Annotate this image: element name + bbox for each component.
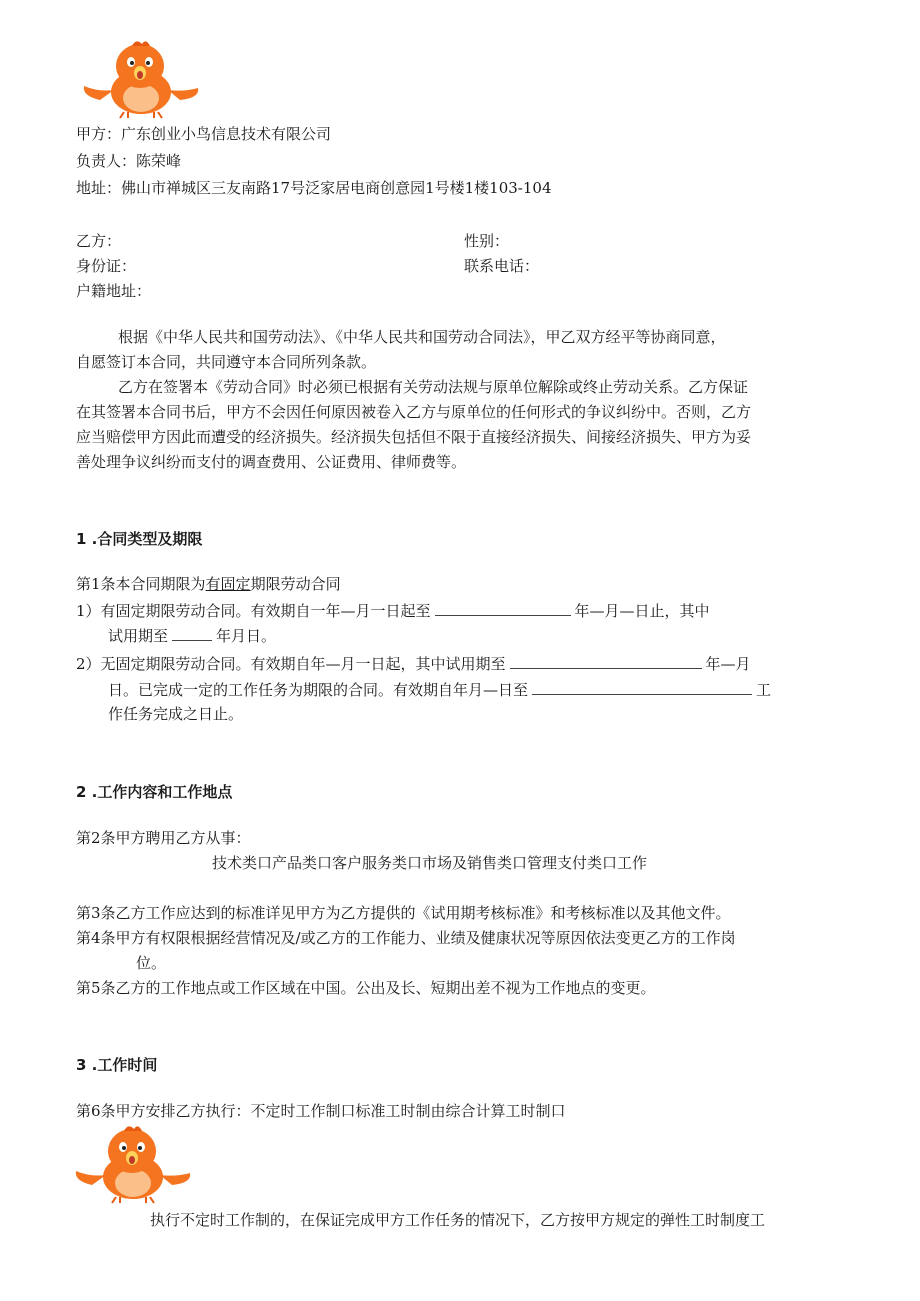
bird-mascot-icon	[80, 38, 202, 120]
item1-probation: 试用期至	[108, 627, 169, 645]
item2-work: 工	[756, 681, 772, 699]
bird-mascot-icon	[72, 1122, 194, 1206]
item2-task-blank[interactable]	[532, 679, 752, 695]
item2-start: 2）无固定期限劳动合同。有效期自年—月一日起，其中试用期至	[76, 655, 506, 673]
item1-end-date-blank[interactable]	[435, 600, 571, 616]
item2-line3: 作任务完成之日止。	[108, 705, 244, 723]
item1-line1	[76, 600, 710, 621]
article2: 第2条甲方聘用乙方从事：	[76, 829, 251, 847]
item2-probation-blank[interactable]	[510, 653, 702, 669]
intro-p2-line2: 在其签署本合同书后，甲方不会因任何原因被卷入乙方与原单位的任何形式的争议纠纷中。否则，乙方	[76, 403, 752, 421]
intro-p2-line1: 乙方在签署本《劳动合同》时必须已根据有关劳动法规与原单位解除或终止劳动关系。乙方保证	[118, 378, 749, 396]
article1-prefix: 第1条本合同期限为	[76, 575, 206, 593]
household-address-label: 户籍地址：	[76, 282, 152, 300]
intro-p1-line1: 根据《中华人民共和国劳动法》、《中华人民共和国劳动合同法》，甲乙双方经平等协商同意，	[118, 328, 726, 346]
section3-heading: 3 .工作时间	[76, 1056, 158, 1074]
intro-p2-line4: 善处理争议纠纷而支付的调查费用、公证费用、律师费等。	[76, 453, 467, 471]
party-b-name-label: 乙方：	[76, 232, 122, 250]
intro-p2-line3: 应当赔偿甲方因此而遭受的经济损失。经济损失包括但不限于直接经济损失、间接经济损失、甲方为妥	[76, 428, 752, 446]
item2-task-contract: 日。已完成一定的工作任务为期限的合同。有效期自年月—日至	[108, 681, 529, 699]
address: 地址：佛山市禅城区三友南路17号泛家居电商创意园1号楼1楼103-104	[76, 179, 552, 197]
responsible-person: 负责人：陈荣峰	[76, 152, 182, 170]
item2-end: 年—月	[705, 655, 751, 673]
party-a: 甲方：广东创业小鸟信息技术有限公司	[76, 125, 332, 143]
article6-detail: 执行不定时工作制的，在保证完成甲方工作任务的情况下，乙方按甲方规定的弹性工时制度工	[150, 1211, 766, 1229]
intro-p1-line2: 自愿签订本合同，共同遵守本合同所列条款。	[76, 353, 377, 371]
item2-line2	[108, 679, 771, 700]
article1	[76, 574, 341, 594]
item2-line1	[76, 653, 751, 674]
article2-options: 技术类口产品类口客户服务类口市场及销售类口管理支付类口工作	[212, 854, 648, 872]
article6: 第6条甲方安排乙方执行：不定时工作制口标准工时制由综合计算工时制口	[76, 1102, 566, 1120]
section2-heading: 2 .工作内容和工作地点	[76, 783, 233, 801]
item1-line2	[108, 625, 276, 646]
article5: 第5条乙方的工作地点或工作区域在中国。公出及长、短期出差不视为工作地点的变更。	[76, 979, 656, 997]
article4-line1: 第4条甲方有权限根据经营情况及/或乙方的工作能力、业绩及健康状况等原因依法变更乙方的工作岗	[76, 929, 736, 947]
id-card-label: 身份证：	[76, 257, 137, 275]
article3: 第3条乙方工作应达到的标准详见甲方为乙方提供的《试用期考核标准》和考核标准以及其他文件。	[76, 904, 731, 922]
article1-contract-type: 有固定	[205, 575, 251, 593]
phone-label: 联系电话：	[464, 257, 540, 275]
article1-suffix: 期限劳动合同	[250, 575, 341, 593]
item1-probation-blank[interactable]	[172, 625, 212, 641]
gender-label: 性别：	[464, 232, 510, 250]
item1-start: 1）有固定期限劳动合同。有效期自一年—月一日起至	[76, 602, 431, 620]
item1-probation-end: 年月日。	[216, 627, 277, 645]
item1-end: 年—月—日止，其中	[574, 602, 710, 620]
article4-line2: 位。	[136, 954, 167, 972]
section1-heading: 1 .合同类型及期限	[76, 530, 203, 548]
